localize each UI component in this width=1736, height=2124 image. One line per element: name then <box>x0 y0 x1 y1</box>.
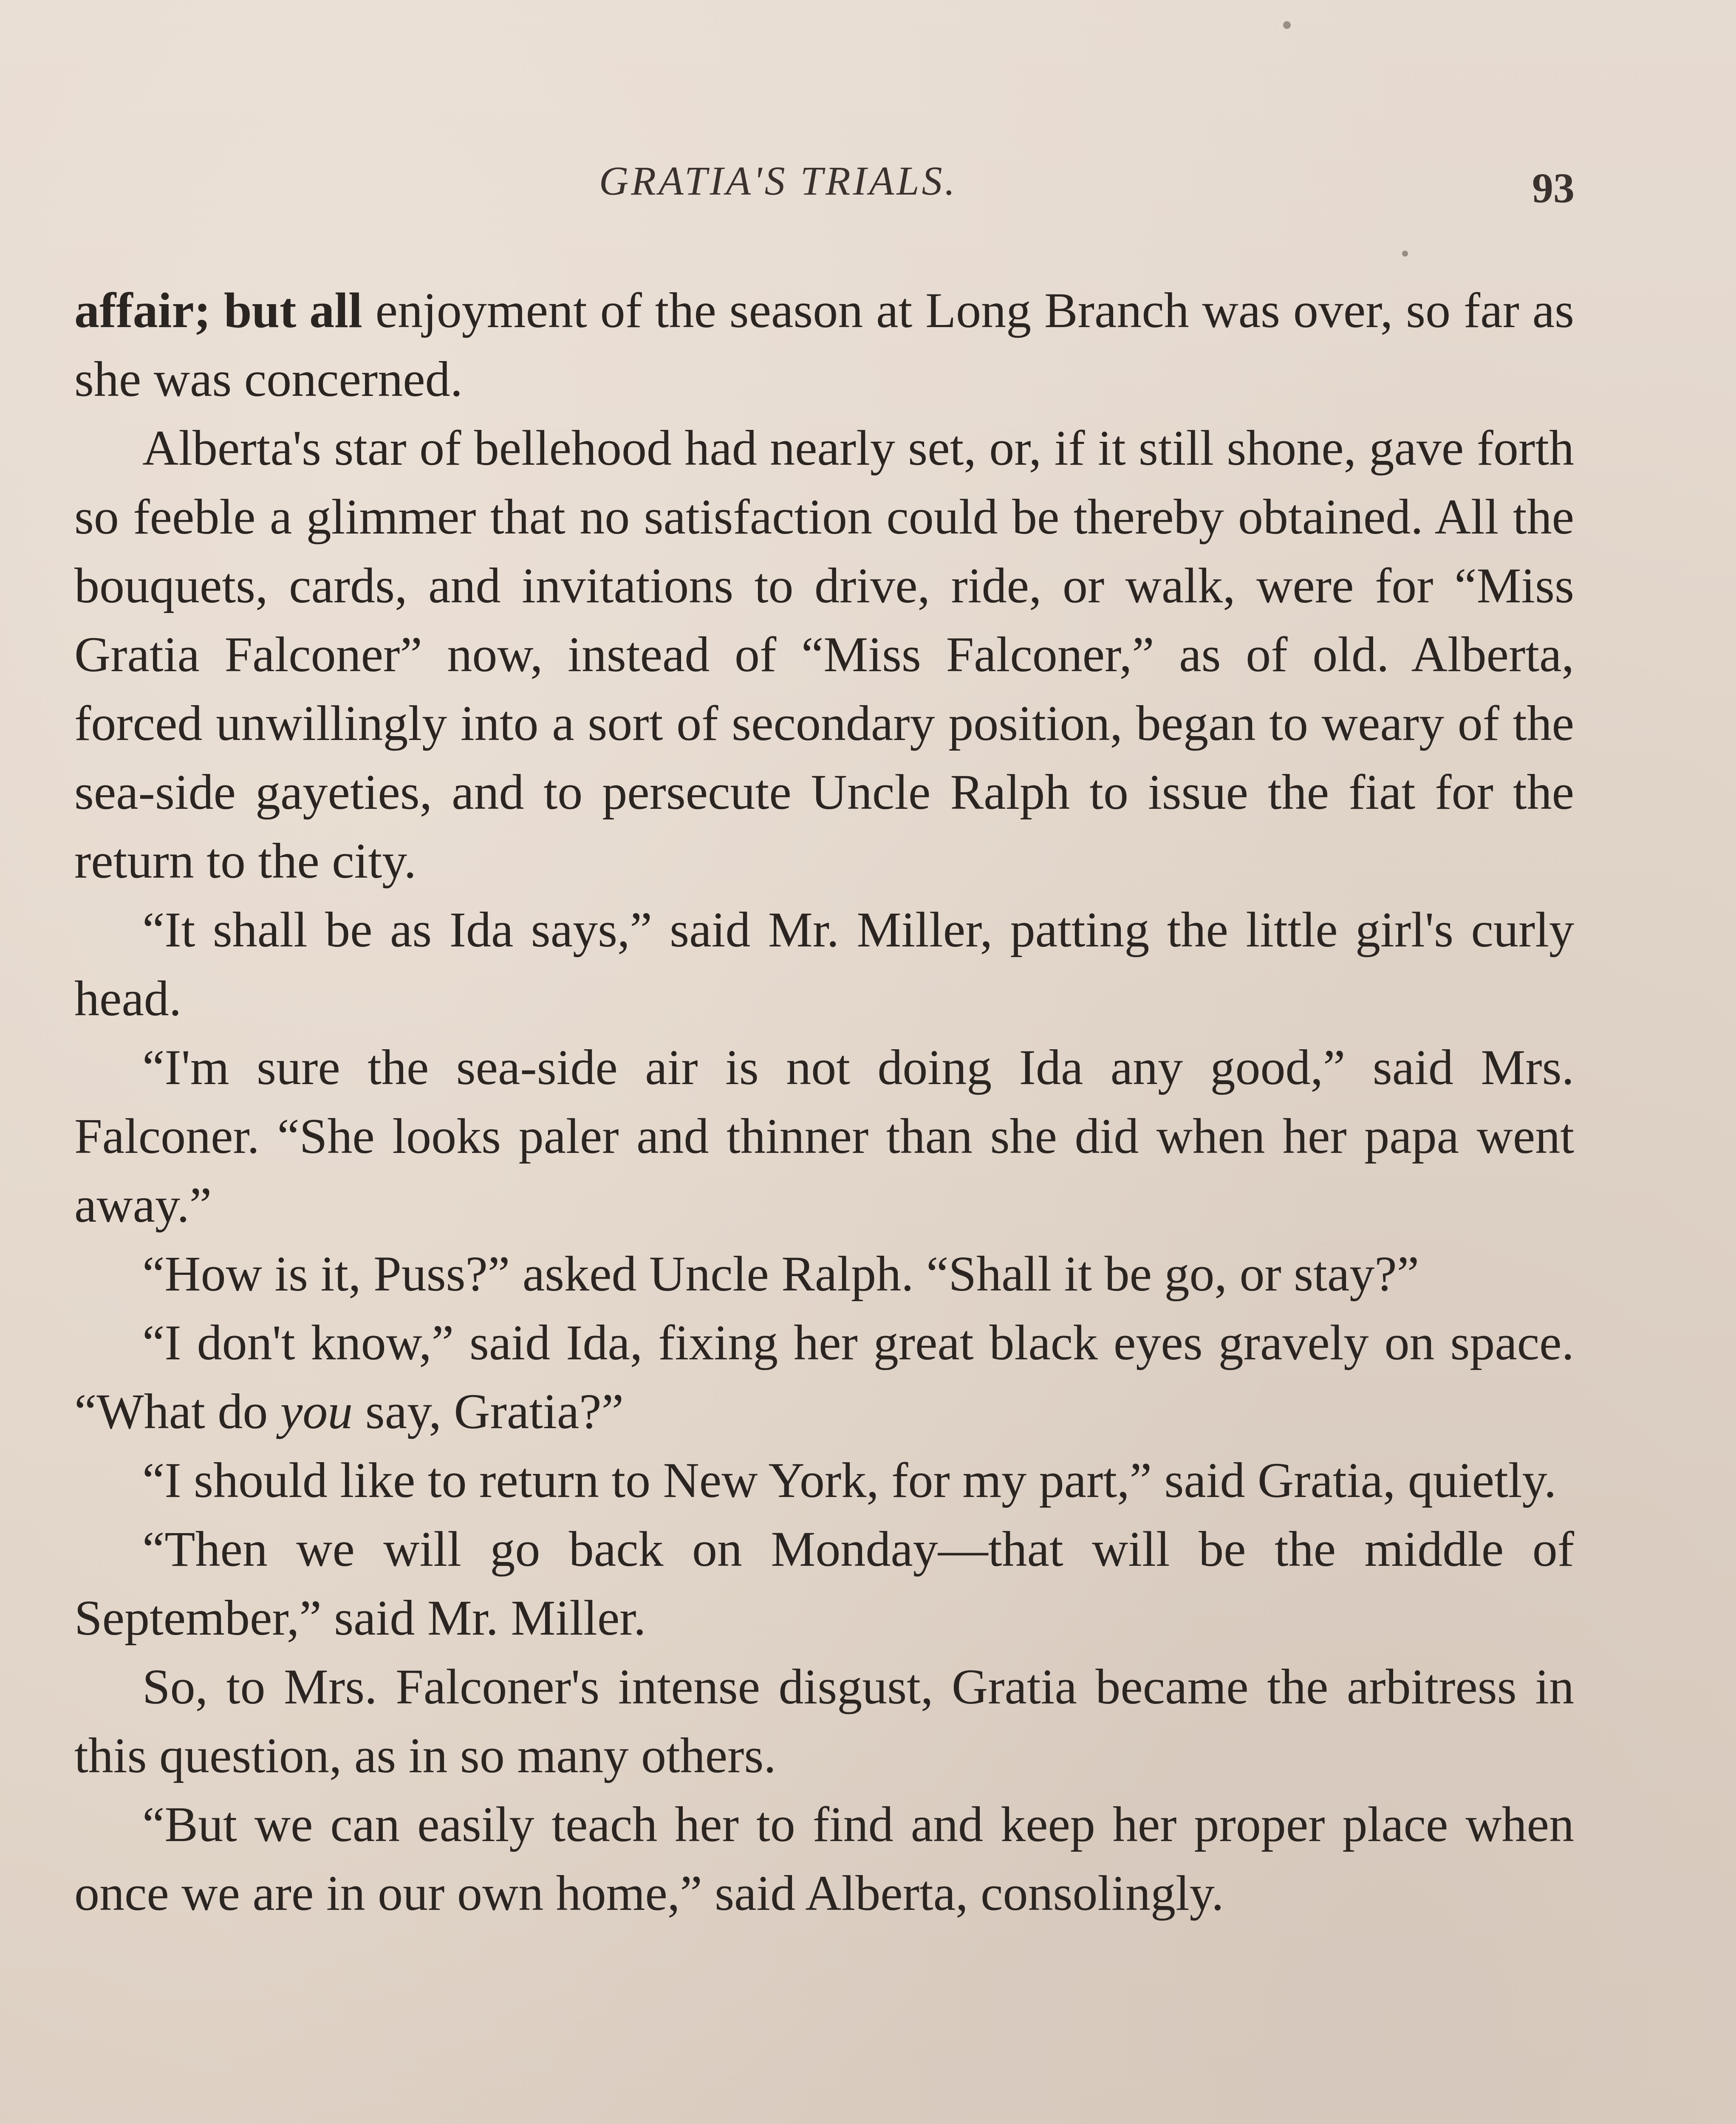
page-number: 93 <box>1532 164 1575 212</box>
body-text <box>74 276 1574 1928</box>
emphasized-word: you <box>280 1384 353 1439</box>
paragraph: “How is it, Puss?” asked Uncle Ralph. “Shall it be go, or stay?” <box>142 1246 1419 1302</box>
paragraph-continued <box>74 276 1574 414</box>
paragraph <box>74 1308 1574 1446</box>
paper-speck <box>1283 21 1291 29</box>
paragraph-text: enjoyment of the season at Long Branch was over, so far as she was concerned. <box>74 282 1574 407</box>
paper-speck <box>1402 251 1408 257</box>
paragraph: “But we can easily teach her to find and keep her proper place when once we are in our own home,” said Alberta, consolingly. <box>74 1796 1574 1921</box>
paragraph: Alberta's star of bellehood had nearly set, or, if it still shone, gave forth so feeble a glimmer that no satisfaction could be thereby obtained. All the bouquets, cards, and invitations to drive, ride, or walk, were for “Miss Gratia Falconer” now, instead of “Miss Falconer,” as of old. Alberta, forced unwillingly into a sort of secondary position, began to weary of the sea-side gayeties, and to persecute Uncle Ralph to issue the fiat for the return to the city. <box>74 420 1574 889</box>
paragraph: “It shall be as Ida says,” said Mr. Miller, patting the little girl's curly head. <box>74 902 1574 1026</box>
running-head: GRATIA'S TRIALS. <box>599 158 958 203</box>
paragraph: “I should like to return to New York, for my part,” said Gratia, quietly. <box>142 1452 1557 1508</box>
paragraph-text: “I don't know,” said Ida, fixing her great black eyes gravely on space. “What do <box>74 1315 1574 1439</box>
paragraph-lead-in: affair; but all <box>74 282 362 338</box>
paragraph: “Then we will go back on Monday—that will be the middle of September,” said Mr. Miller. <box>74 1521 1574 1646</box>
paragraph: “I'm sure the sea-side air is not doing Ida any good,” said Mrs. Falconer. “She looks paler and thinner than she did when her papa went away.” <box>74 1039 1574 1233</box>
paragraph: So, to Mrs. Falconer's intense disgust, Gratia became the arbitress in this question, as in so many others. <box>74 1659 1574 1783</box>
paragraph-text: say, Gratia?” <box>353 1384 624 1439</box>
